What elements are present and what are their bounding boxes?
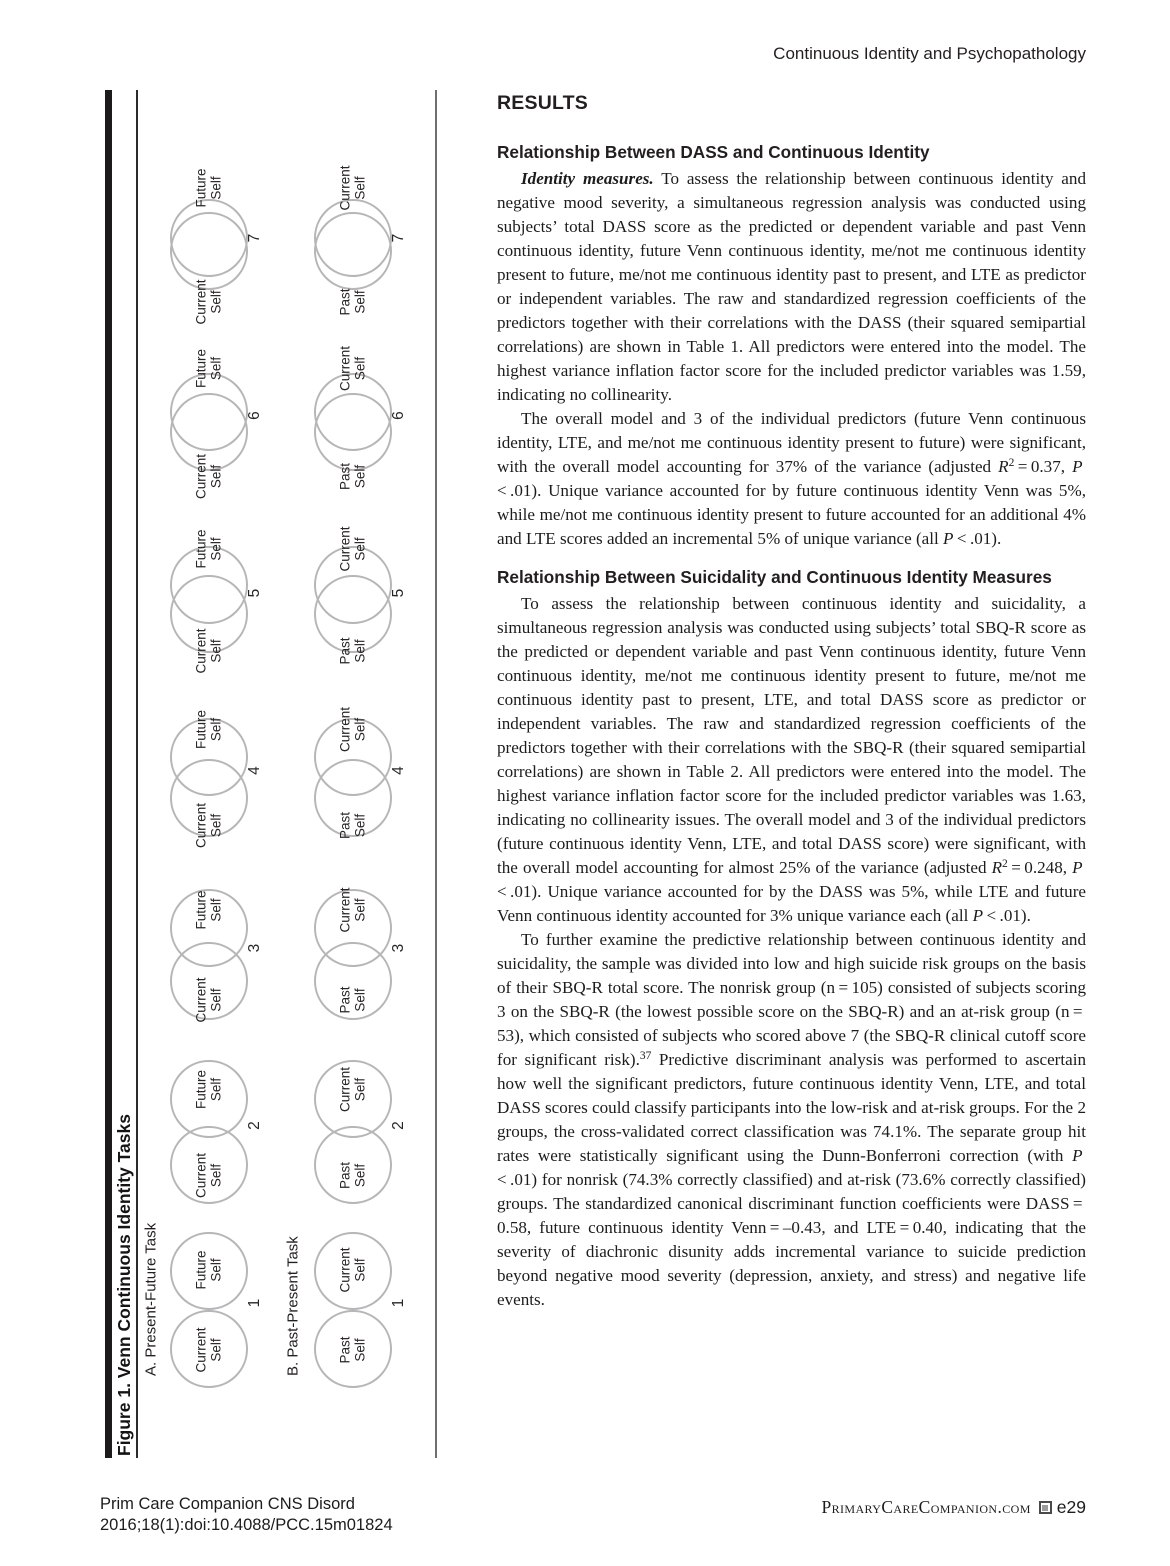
venn-scale-number: 2 <box>390 1121 407 1130</box>
venn-circle-label: Past Self <box>337 637 367 665</box>
venn-circle-label: Current Self <box>193 279 223 325</box>
venn-scale-number: 2 <box>246 1121 263 1130</box>
text-run: < .01). Unique variance accounted for by the DASS was 5%, while LTE and future Venn continuous identity accounted for 3% unique variance each (all <box>497 858 1086 925</box>
venn-circle-label: Past Self <box>337 811 367 840</box>
venn-circle-label: Future Self <box>193 890 223 930</box>
paragraph-discriminant-analysis <box>497 928 1086 1312</box>
venn-circle-label: Current Self <box>193 802 223 849</box>
figure-1-rotated-content <box>105 90 438 1458</box>
footer-journal-name: Prim Care Companion CNS Disord <box>100 1495 355 1513</box>
text-run: To further examine the predictive relationship between continuous identity and suicidality, the sample was divided into low and high suicide risk groups on the basis of their SBQ-R total score. The nonrisk group (n = 105) consisted of subjects scoring 3 on the SBQ-R (the lowest possible score on the SBQ-R) and an at-risk group (n = 53), which consisted of subjects who scored above 7 (the SBQ-R clinical cutoff score for significant risk). <box>497 930 1086 1069</box>
task-label: A. Present-Future Task <box>142 1222 160 1376</box>
footer-site-name: PrimaryCareCompanion.com <box>821 1497 1031 1517</box>
text-run: = 0.248, <box>1007 858 1073 877</box>
figure-bottom-rule <box>435 90 437 1458</box>
results-column <box>497 92 1086 1312</box>
figure-venn-diagram <box>105 90 438 1458</box>
venn-circle-label: Current Self <box>193 628 223 674</box>
venn-circle-label: Current Self <box>193 977 223 1023</box>
venn-circle-label: Past Self <box>337 1336 367 1364</box>
text-run: < .01). Unique variance accounted for by future continuous identity Venn was 5%, while me/not me continuous identity present to future accounted for an additional 4% and LTE scores added an incremental 5% of unique variance (all <box>497 457 1086 548</box>
text-run: < .01). <box>983 906 1031 925</box>
venn-circle-label: Future Self <box>193 1069 223 1110</box>
venn-circle-label: Current Self <box>193 1327 223 1373</box>
paragraph-identity-measures <box>497 167 1086 407</box>
venn-scale-number: 4 <box>246 766 263 775</box>
paragraph-overall-model-dass <box>497 407 1086 551</box>
venn-circle-label: Current Self <box>337 1247 367 1293</box>
venn-circle-label: Current Self <box>193 453 223 500</box>
paragraph-sbqr-regression <box>497 592 1086 928</box>
emphasized-text: Identity measures. <box>521 169 654 188</box>
venn-circle <box>170 200 248 278</box>
venn-circle-label: Current Self <box>337 345 367 392</box>
results-heading: RESULTS <box>497 92 588 114</box>
emphasized-text: P <box>1072 457 1083 476</box>
footer-page-number: e29 <box>1056 1497 1086 1517</box>
text-run: To assess the relationship between continuous identity and suicidality, a simultaneous regression analysis was conducted using subjects’ total SBQ-R score as the predicted or dependent variable and past Venn continuous identity, future Venn continuous identity, me/not me continuous identity present to future, me/not me continuous identity past to present, LTE, and total DASS score as predictor or independent variables. The raw and standardized regression coefficients of the predictors together with their correlations with the SBQ-R (their squared semipartial correlations) are shown in Table 2. All predictors were entered into the model. The highest variance inflation factor score for the included predictor variables was 1.63, indicating no collinearity issues. The overall model and 3 of the individual predictors (future continuous identity Venn, LTE, and total DASS score) were significant, with the overall model accounting for almost 25% of the variance (adjusted <box>497 594 1086 877</box>
subsection-heading-suicidality: Relationship Between Suicidality and Continuous Identity Measures <box>497 567 1052 587</box>
emphasized-text: P <box>943 529 954 548</box>
text-run: The overall model and 3 of the individual predictors (future Venn continuous identity, LTE, and me/not me continuous identity present to future) were significant, with the overall model accounting for 37% of the variance (adjusted <box>497 409 1086 476</box>
venn-circle-label: Past Self <box>337 986 367 1014</box>
figure-1-panel <box>105 90 438 1458</box>
venn-circle-label: Future Self <box>193 529 223 569</box>
venn-circle-label: Current Self <box>337 165 367 211</box>
venn-circle-label: Past Self <box>337 288 367 316</box>
text-run: = 0.37, <box>1014 457 1073 476</box>
emphasized-text: P <box>1072 1146 1083 1165</box>
venn-circle-label: Current Self <box>193 1152 223 1199</box>
venn-circle-label: Current Self <box>337 706 367 753</box>
venn-scale-number: 7 <box>390 233 407 243</box>
emphasized-text: R <box>991 858 1003 877</box>
venn-scale-number: 1 <box>246 1298 263 1308</box>
venn-scale-number: 1 <box>390 1298 407 1308</box>
venn-scale-number: 4 <box>390 766 407 775</box>
venn-circle-label: Past Self <box>337 462 367 491</box>
superscript: 37 <box>639 1050 652 1062</box>
emphasized-text: P <box>1072 858 1083 877</box>
emphasized-text: R <box>998 457 1009 476</box>
venn-scale-number: 3 <box>246 943 263 953</box>
page-marker-icon <box>1039 1501 1052 1514</box>
venn-circle-label: Past Self <box>337 1161 367 1190</box>
text-run: < .01). <box>953 529 1002 548</box>
superscript: 2 <box>1002 858 1008 870</box>
task-label: B. Past-Present Task <box>284 1236 302 1376</box>
venn-circle-label: Future Self <box>193 348 223 389</box>
venn-circle-label: Future Self <box>193 1250 223 1290</box>
footer-site <box>497 1497 1086 1518</box>
venn-circle-label: Future Self <box>193 168 223 208</box>
venn-circle-label: Current Self <box>337 526 367 572</box>
venn-scale-number: 7 <box>246 233 263 243</box>
venn-scale-number: 5 <box>390 588 407 598</box>
emphasized-text: P <box>972 906 984 925</box>
venn-circle-label: Current Self <box>337 1066 367 1113</box>
figure-title: Figure 1. Venn Continuous Identity Tasks <box>114 1114 134 1456</box>
venn-scale-number: 3 <box>390 943 407 953</box>
running-head: Continuous Identity and Psychopathology <box>773 44 1086 63</box>
text-run: To assess the relationship between continuous identity and negative mood severity, a simultaneous regression analysis was conducted using subjects’ total DASS score as the predicted or dependent variable and past Venn continuous identity, future Venn continuous identity, me/not me continuous identity present to future, me/not me continuous identity past to present, and LTE as predictor or independent variables. The raw and standardized regression coefficients of the predictors together with their correlations with the DASS (their squared semipartial correlations) are shown in Table 1. All predictors were entered into the model. The highest variance inflation factor score for the included predictor variables was 1.59, indicating no collinearity. <box>497 169 1086 404</box>
venn-circle-label: Future Self <box>193 709 223 750</box>
footer-doi: 2016;18(1):doi:10.4088/PCC.15m01824 <box>100 1516 393 1534</box>
text-run: < .01) for nonrisk (74.3% correctly classified) and at-risk (73.6% correctly classified) groups. The standardized canonical discriminant function coefficients were DASS = 0.58, future continuous identity Venn = –0.43, and LTE = 0.40, indicating that the severity of diachronic disunity adds incremental variance to suicide prediction beyond negative mood severity (depression, anxiety, and stress) and negative life events. <box>497 1146 1086 1309</box>
venn-circle-label: Current Self <box>337 887 367 933</box>
superscript: 2 <box>1008 457 1015 469</box>
venn-scale-number: 5 <box>246 588 263 598</box>
venn-scale-number: 6 <box>246 411 263 420</box>
footer-citation <box>100 1494 393 1536</box>
venn-circle <box>314 200 392 278</box>
venn-scale-number: 6 <box>390 411 407 420</box>
subsection-heading-dass: Relationship Between DASS and Continuous Identity <box>497 142 930 162</box>
text-run: Predictive discriminant analysis was performed to ascertain how well the significant predictors, future continuous identity Venn, LTE, and total DASS scores could classify participants into the low-risk and at-risk groups. For the 2 groups, the cross-validated correct classification was 74.1%. The separate group hit rates were statistically significant using the Dunn-Bonferroni correction (with <box>497 1050 1086 1165</box>
